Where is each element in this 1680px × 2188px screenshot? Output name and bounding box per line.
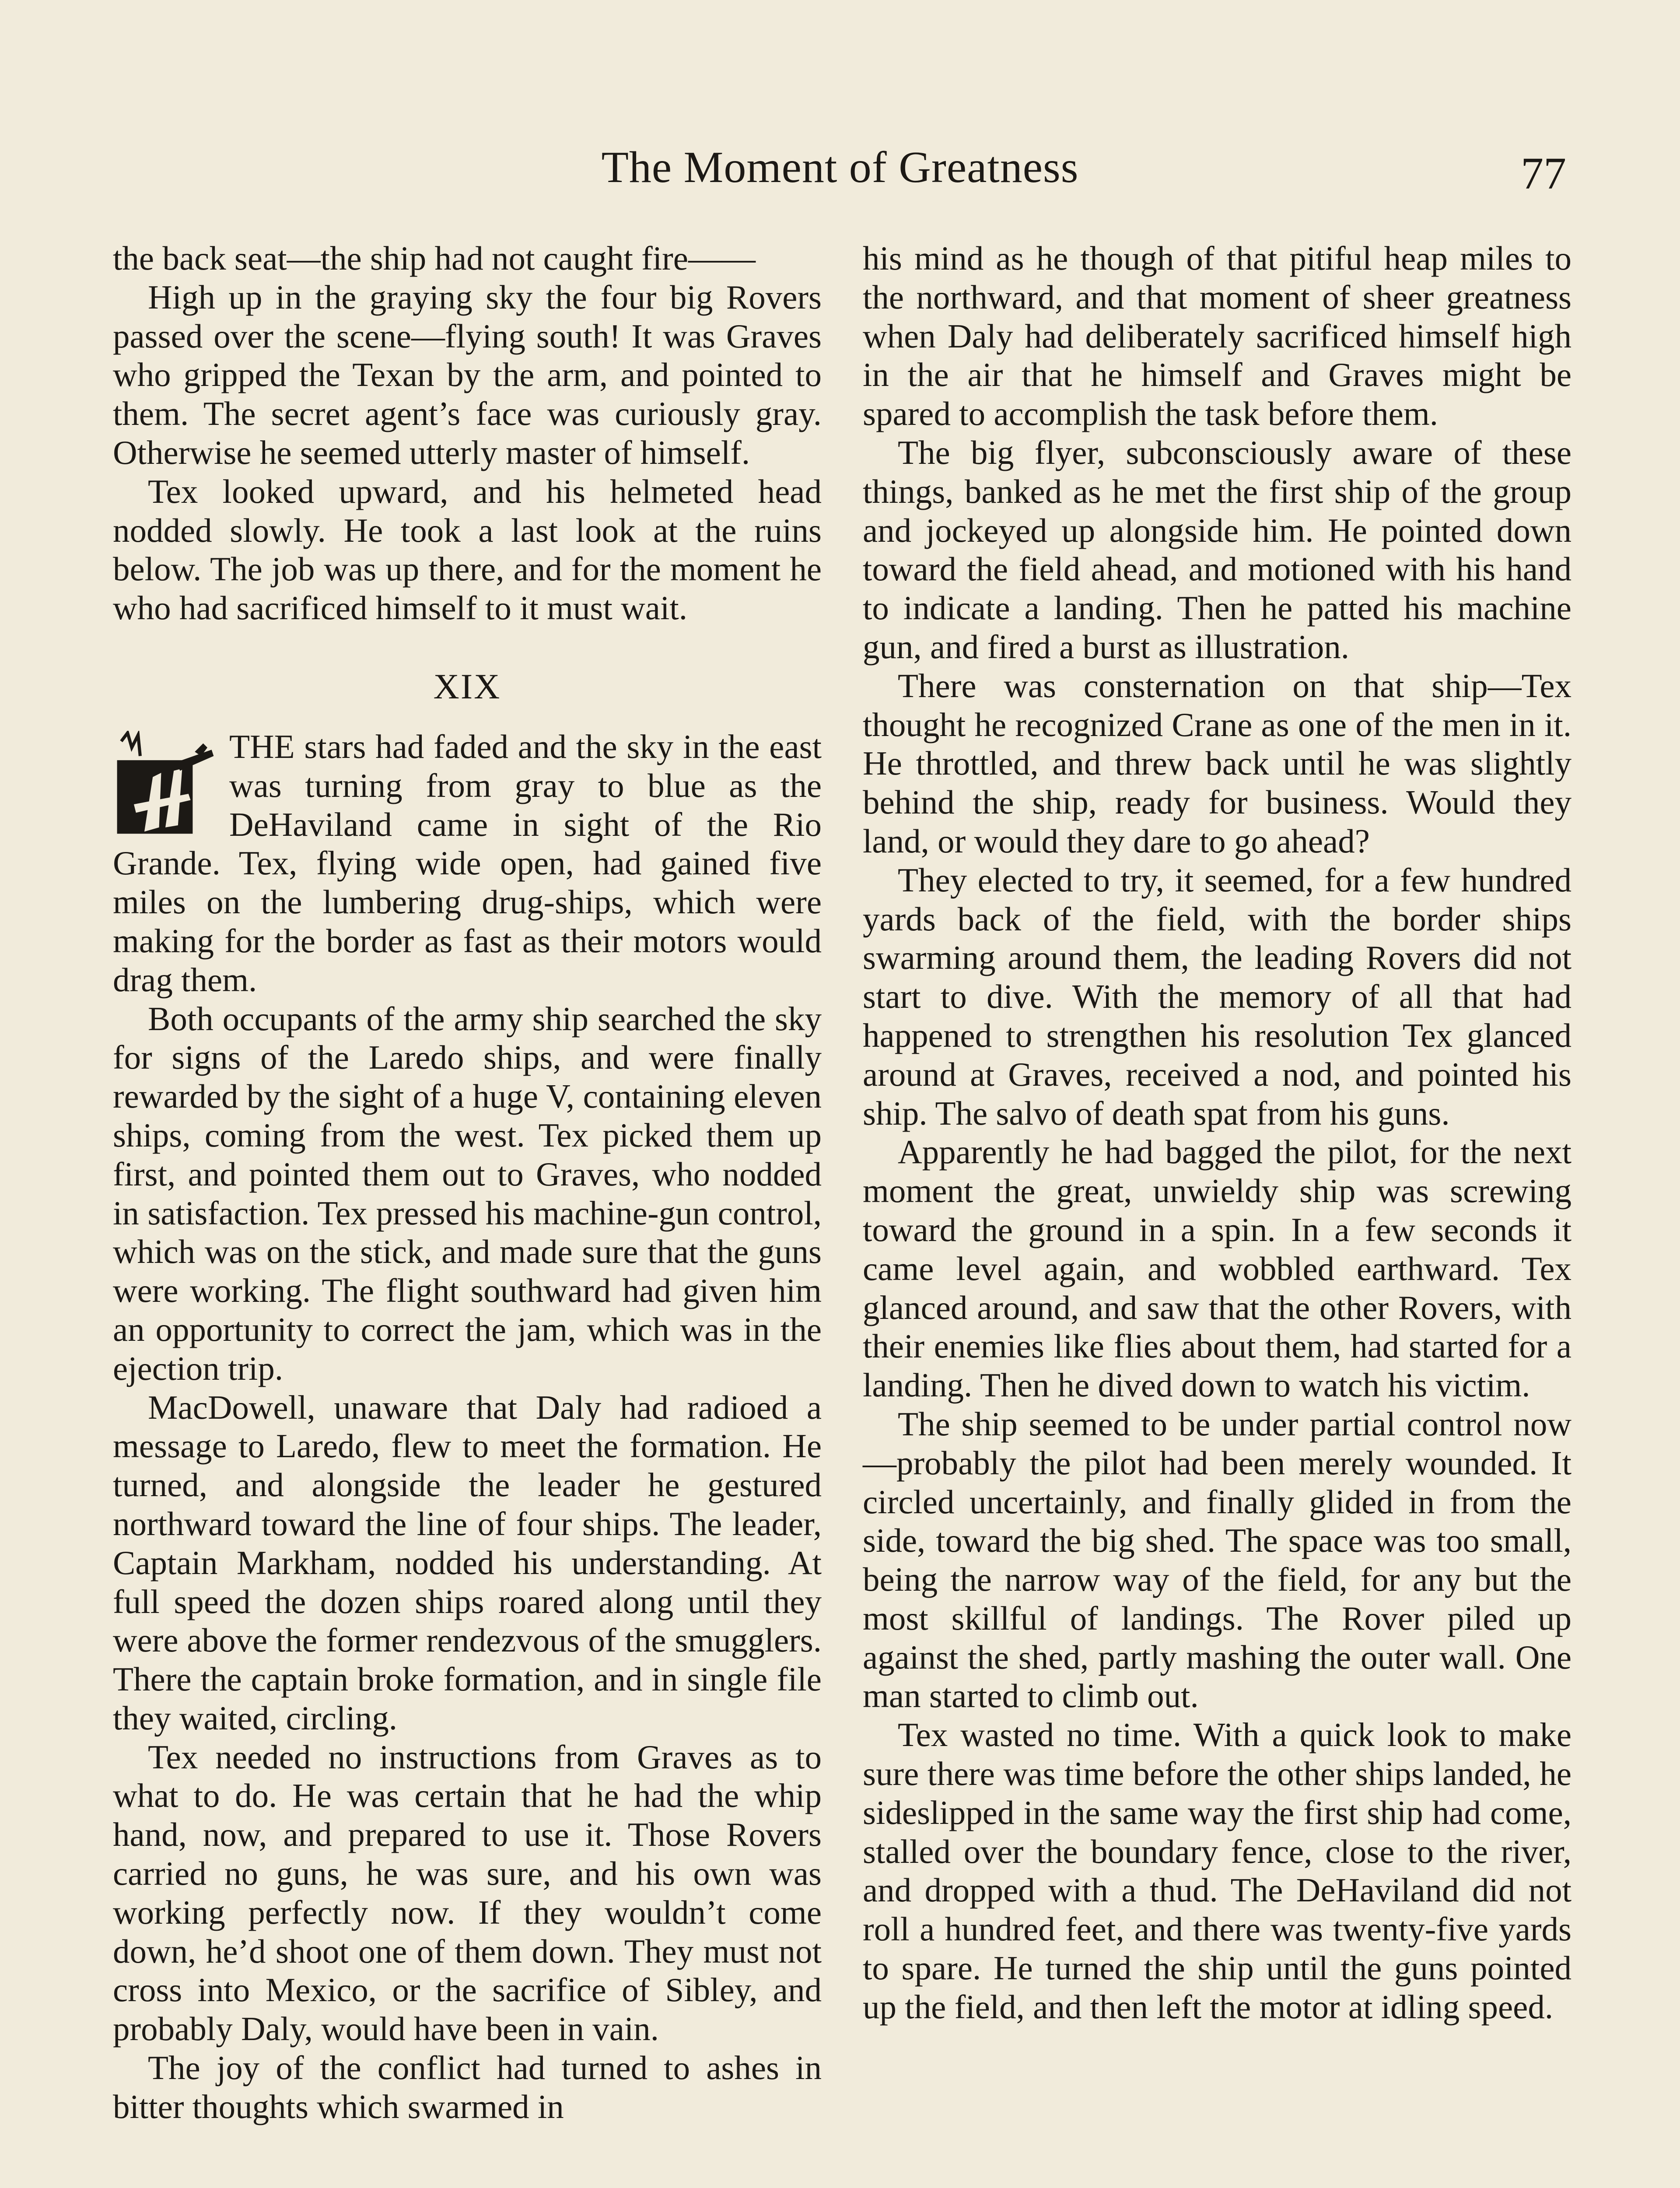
paragraph: THE stars had faded and the sky in the east was turning from gray to blue as the DeHaviland came in sight of the Rio Grande. Tex, flying wide open, had gained five miles on the lumbering drug-ships, which were making for the border as fast as their motors would drag them.	[113, 727, 822, 999]
running-title: The Moment of Greatness	[601, 143, 1079, 192]
paragraph: High up in the graying sky the four big Rovers passed over the scene—flying south! It was Graves who gripped the Texan by the arm, and pointed to them. The secret agent’s face was curiously gray. Otherwise he seemed utterly master of himself.	[113, 278, 822, 471]
left-column	[113, 239, 822, 2126]
paragraph: The ship seemed to be under partial control now—probably the pilot had been merely wounded. It circled uncertainly, and finally glided in from the side, toward the big shed. The space was too small, being the narrow way of the field, for any but the most skillful of landings. The Rover piled up against the shed, partly mashing the outer wall. One man started to climb out.	[863, 1405, 1572, 1715]
paragraph: Both occupants of the army ship searched the sky for signs of the Laredo ships, and were finally rewarded by the sight of a huge V, containing eleven ships, coming from the west. Tex picked them up first, and pointed them out to Graves, who nodded in satisfaction. Tex pressed his machine-gun control, which was on the stick, and made sure that the guns were working. The flight southward had given him an opportunity to correct the jam, which was in the ejection trip.	[113, 999, 822, 1387]
right-column	[863, 239, 1572, 2027]
paragraph: Apparently he had bagged the pilot, for the next moment the great, unwieldy ship was screwing toward the ground in a spin. In a few seconds it came level again, and wobbled earthward. Tex glanced around, and saw that the other Rovers, with their enemies like flies about them, had started for a landing. Then he dived down to watch his victim.	[863, 1133, 1572, 1404]
paragraph: Tex looked upward, and his helmeted head nodded slowly. He took a last look at the ruins below. The job was up there, and for the moment he who had sacrificed himself to it must wait.	[113, 472, 822, 627]
paragraph: The joy of the conflict had turned to ashes in bitter thoughts which swarmed in	[113, 2049, 822, 2125]
paragraph: his mind as he though of that pitiful heap miles to the northward, and that moment of sheer greatness when Daly had deliberately sacrificed himself high in the air that he himself and Graves might be spared to accomplish the task before them.	[863, 239, 1572, 433]
paragraph: the back seat—the ship had not caught fire——	[113, 239, 756, 277]
paragraph: Tex needed no instructions from Graves as to what to do. He was certain that he had the whip hand, now, and prepared to use it. Those Rovers carried no guns, he was sure, and his own was working perfectly now. If they wouldn’t come down, he’d shoot one of them down. They must not cross into Mexico, or the sacrifice of Sibley, and probably Daly, would have been in vain.	[113, 1738, 822, 2048]
paragraph: MacDowell, unaware that Daly had radioed a message to Laredo, flew to meet the formation. He turned, and alongside the leader he gestured northward toward the line of four ships. The leader, Captain Markham, nodded his understanding. At full speed the dozen ships roared along until they were above the former rendezvous of the smugglers. There the captain broke formation, and in single file they waited, circling.	[113, 1388, 822, 1737]
paragraph: They elected to try, it seemed, for a few hundred yards back of the field, with the border ships swarming around them, the leading Rovers did not start to dive. With the memory of all that had happened to strengthen his resolution Tex glanced around at Graves, received a nod, and pointed his ship. The salvo of death spat from his guns.	[863, 861, 1572, 1132]
page-number: 77	[1521, 148, 1566, 199]
chapter-heading: XIX	[433, 666, 501, 706]
paragraph: Tex wasted no time. With a quick look to make sure there was time before the other ships landed, he sideslipped in the same way the first ship had come, stalled over the boundary fence, close to the river, and dropped with a thud. The DeHaviland did not roll a hundred feet, and there was twenty-five yards to spare. He turned the ship until the guns pointed up the field, and then left the motor at idling speed.	[863, 1716, 1572, 2026]
dropcap-airplane-icon	[113, 731, 218, 836]
paragraph: There was consternation on that ship—Tex thought he recognized Crane as one of the men in it. He throttled, and threw back until he was slightly behind the ship, ready for business. Would they land, or would they dare to go ahead?	[863, 666, 1572, 860]
paragraph: The big flyer, subconsciously aware of these things, banked as he met the first ship of the group and jockeyed up alongside him. He pointed down toward the field ahead, and motioned with his hand to indicate a landing. Then he patted his machine gun, and fired a burst as illustration.	[863, 433, 1572, 666]
running-header	[0, 139, 1680, 205]
